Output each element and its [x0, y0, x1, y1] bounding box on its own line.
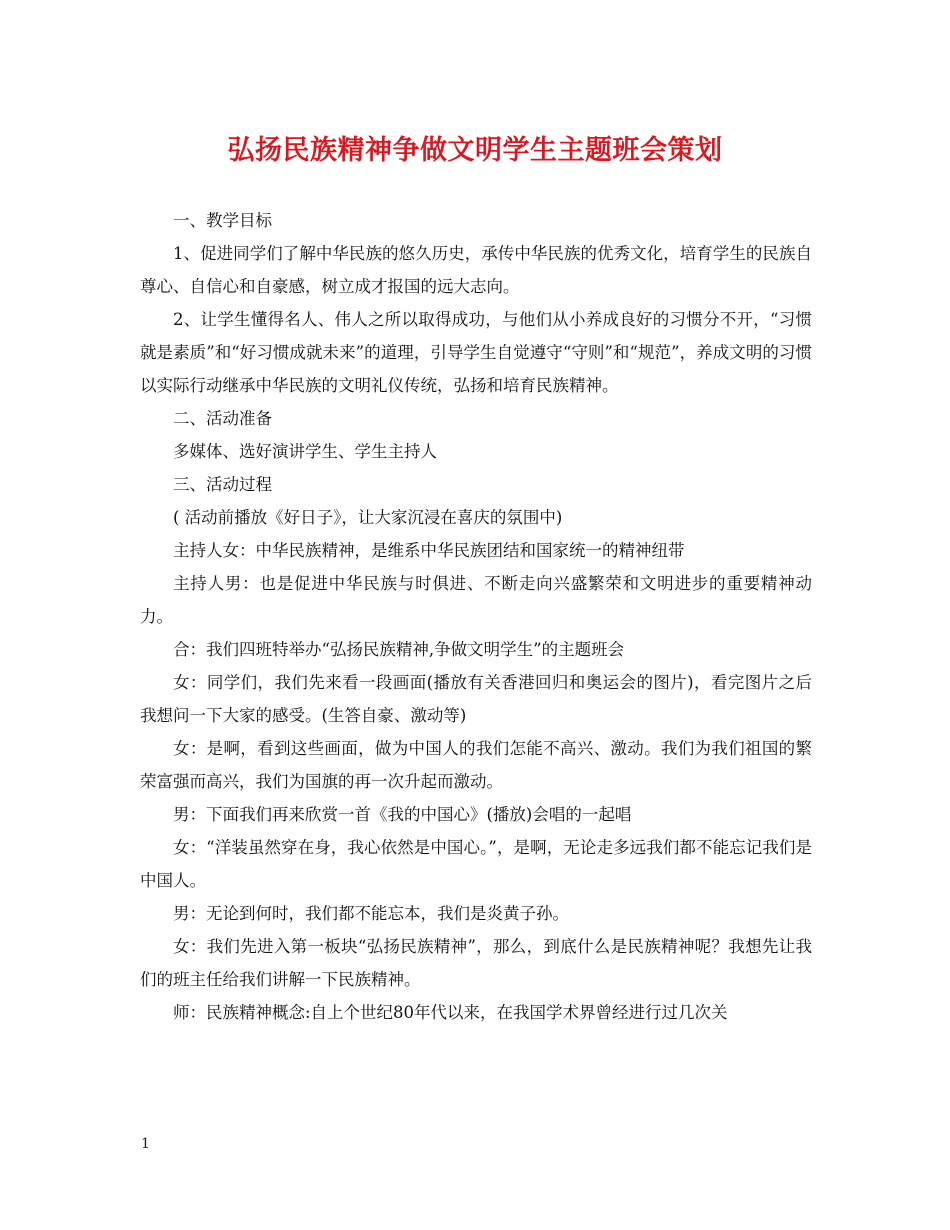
paragraph: 2、让学生懂得名人、伟人之所以取得成功，与他们从小养成良好的习惯分不开，“习惯就是素质”和“好习惯成就未来”的道理，引导学生自觉遵守“守则”和“规范”，养成文明的习惯以实际行动继承中华民族的文明礼仪传统，弘扬和培育民族精神。	[140, 310, 812, 395]
paragraph: 女：我们先进入第一板块“弘扬民族精神”，那么，到底什么是民族精神呢？我想先让我们的班主任给我们讲解一下民族精神。	[140, 937, 812, 989]
paragraph: 合：我们四班特举办“弘扬民族精神,争做文明学生”的主题班会	[173, 640, 625, 659]
paragraph: ( 活动前播放《好日子》，让大家沉浸在喜庆的氛围中)	[173, 508, 563, 527]
paragraph: 男：下面我们再来欣赏一首《我的中国心》(播放)会唱的一起唱	[173, 805, 632, 824]
paragraph: 主持人男：也是促进中华民族与时俱进、不断走向兴盛繁荣和文明进步的重要精神动力。	[140, 574, 812, 626]
paragraph: 师：民族精神概念:自上个世纪80年代以来，在我国学术界曾经进行过几次关	[173, 1003, 728, 1022]
paragraph: 女：“洋装虽然穿在身，我心依然是中国心。”，是啊，无论走多远我们都不能忘记我们是中国人。	[140, 838, 812, 890]
page-number: 1	[141, 1136, 150, 1152]
paragraph: 女：同学们，我们先来看一段画面(播放有关香港回归和奥运会的图片)，看完图片之后我想问一下大家的感受。(生答自豪、激动等)	[140, 673, 812, 725]
paragraph: 主持人女：中华民族精神，是维系中华民族团结和国家统一的精神纽带	[173, 541, 685, 560]
paragraph: 男：无论到何时，我们都不能忘本，我们是炎黄子孙。	[173, 904, 569, 923]
paragraph: 一、教学目标	[173, 211, 272, 230]
paragraph: 三、活动过程	[173, 475, 272, 494]
paragraph: 1、促进同学们了解中华民族的悠久历史，承传中华民族的优秀文化，培育学生的民族自尊心、自信心和自豪感，树立成才报国的远大志向。	[140, 244, 812, 296]
document-body	[140, 204, 812, 1029]
paragraph: 二、活动准备	[173, 409, 272, 428]
document-title: 弘扬民族精神争做文明学生主题班会策划	[227, 135, 723, 166]
paragraph: 多媒体、选好演讲学生、学生主持人	[173, 442, 437, 461]
paragraph: 女：是啊，看到这些画面，做为中国人的我们怎能不高兴、激动。我们为我们祖国的繁荣富强而高兴，我们为国旗的再一次升起而激动。	[140, 739, 812, 791]
